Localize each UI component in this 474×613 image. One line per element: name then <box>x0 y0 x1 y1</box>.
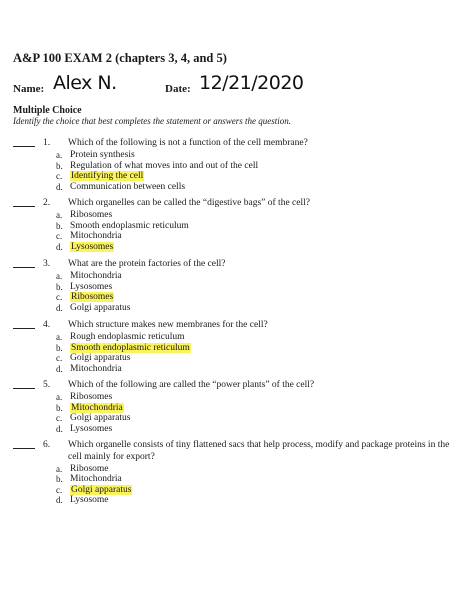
option-letter: c. <box>56 171 63 182</box>
question-text: Which organelles can be called the “digestive bags” of the cell? <box>68 198 310 208</box>
option-text: Regulation of what moves into and out of the cell <box>70 160 259 171</box>
option-letter: a. <box>56 332 63 342</box>
option-letter: c. <box>56 231 63 242</box>
option-text-wrap <box>70 242 114 252</box>
option-letter: a. <box>56 463 63 474</box>
option-letter: d. <box>56 241 63 252</box>
option-text: Lysosome <box>70 495 109 506</box>
option-letter: b. <box>56 220 63 231</box>
answer-blank[interactable] <box>13 328 35 329</box>
option-text: Mitochondria <box>70 271 122 281</box>
option-text-wrap <box>70 271 122 281</box>
option-text: Ribosomes <box>70 392 113 402</box>
option-text-wrap <box>70 150 135 160</box>
option-text-wrap <box>70 364 122 374</box>
highlighted-answer: Golgi apparatus <box>71 484 132 495</box>
highlighted-answer: Lysosomes <box>71 241 114 252</box>
question-number: 3. <box>43 259 51 269</box>
option-text-wrap <box>70 392 112 402</box>
option-text: Golgi apparatus <box>70 302 131 313</box>
question-text: Which organelle consists of tiny flattened sacs that help process, modify and package proteins in the cell mainly for export? <box>68 440 450 462</box>
option-text: Protein synthesis <box>70 150 135 160</box>
option-letter: d. <box>56 363 63 374</box>
option-text-wrap <box>70 221 189 231</box>
option-text: Ribosome <box>70 463 109 474</box>
option-letter: a. <box>56 271 63 281</box>
option-letter: b. <box>56 160 63 171</box>
option-letter: b. <box>56 342 63 353</box>
option-text-wrap <box>70 464 109 474</box>
option-text-wrap <box>70 413 130 423</box>
section-title: Multiple Choice <box>13 105 82 116</box>
option-text-wrap <box>70 231 122 241</box>
question-number: 2. <box>43 198 51 208</box>
option-letter: b. <box>56 402 63 413</box>
option-text-wrap <box>70 161 258 171</box>
option-letter: d. <box>56 495 63 506</box>
option-text-wrap <box>70 424 112 434</box>
option-text-wrap <box>70 292 114 302</box>
option-text: Lysosomes <box>70 281 113 292</box>
option-text-wrap <box>70 182 185 192</box>
question-number: 4. <box>43 320 51 330</box>
option-text-wrap <box>70 495 109 505</box>
name-label: Name: <box>13 83 45 95</box>
question-text: Which of the following is not a function of the cell membrane? <box>68 138 308 148</box>
option-text: Golgi apparatus <box>70 413 131 424</box>
option-text-wrap <box>70 210 112 220</box>
date-label: Date: <box>165 83 191 95</box>
option-text-wrap <box>70 485 132 495</box>
option-letter: b. <box>56 474 63 485</box>
option-text: Mitochondria <box>70 231 122 242</box>
option-text-wrap <box>70 332 185 342</box>
option-text: Lysosomes <box>70 423 113 434</box>
instructions: Identify the choice that best completes the statement or answers the question. <box>13 116 291 126</box>
question-text: Which of the following are called the “power plants” of the cell? <box>68 380 315 390</box>
option-text: Mitochondria <box>70 474 122 485</box>
option-letter: c. <box>56 353 63 364</box>
option-letter: a. <box>56 150 63 160</box>
option-letter: b. <box>56 281 63 292</box>
option-text: Rough endoplasmic reticulum <box>70 332 185 342</box>
option-letter: c. <box>56 413 63 424</box>
question-text: What are the protein factories of the cell? <box>68 259 226 269</box>
answer-blank[interactable] <box>13 146 35 147</box>
option-letter: c. <box>56 484 63 495</box>
exam-title: A&P 100 EXAM 2 (chapters 3, 4, and 5) <box>13 51 227 65</box>
answer-blank[interactable] <box>13 267 35 268</box>
option-text: Communication between cells <box>70 181 186 192</box>
option-letter: a. <box>56 392 63 402</box>
answer-blank[interactable] <box>13 206 35 207</box>
option-letter: a. <box>56 210 63 220</box>
option-letter: d. <box>56 181 63 192</box>
option-text-wrap <box>70 403 124 413</box>
highlighted-answer: Mitochondria <box>71 402 123 413</box>
name-handwritten: Alex N. <box>53 72 117 94</box>
option-text-wrap <box>70 282 112 292</box>
question-number: 5. <box>43 380 51 390</box>
option-text-wrap <box>70 343 191 353</box>
option-letter: d. <box>56 423 63 434</box>
option-text: Mitochondria <box>70 363 122 374</box>
option-letter: d. <box>56 302 63 313</box>
option-text: Golgi apparatus <box>70 353 131 364</box>
date-handwritten: 12/21/2020 <box>199 72 304 94</box>
option-text-wrap <box>70 303 130 313</box>
highlighted-answer: Identifying the cell <box>71 171 144 182</box>
answer-blank[interactable] <box>13 448 35 449</box>
option-text-wrap <box>70 474 122 484</box>
option-letter: c. <box>56 292 63 303</box>
option-text: Smooth endoplasmic reticulum <box>70 220 189 231</box>
question-text: Which structure makes new membranes for the cell? <box>68 320 268 330</box>
option-text-wrap <box>70 353 130 363</box>
question-number: 6. <box>43 440 51 450</box>
highlighted-answer: Ribosomes <box>71 292 114 303</box>
answer-blank[interactable] <box>13 388 35 389</box>
highlighted-answer: Smooth endoplasmic reticulum <box>71 342 190 353</box>
option-text: Ribosomes <box>70 210 113 220</box>
question-number: 1. <box>43 138 51 148</box>
option-text-wrap <box>70 171 144 181</box>
